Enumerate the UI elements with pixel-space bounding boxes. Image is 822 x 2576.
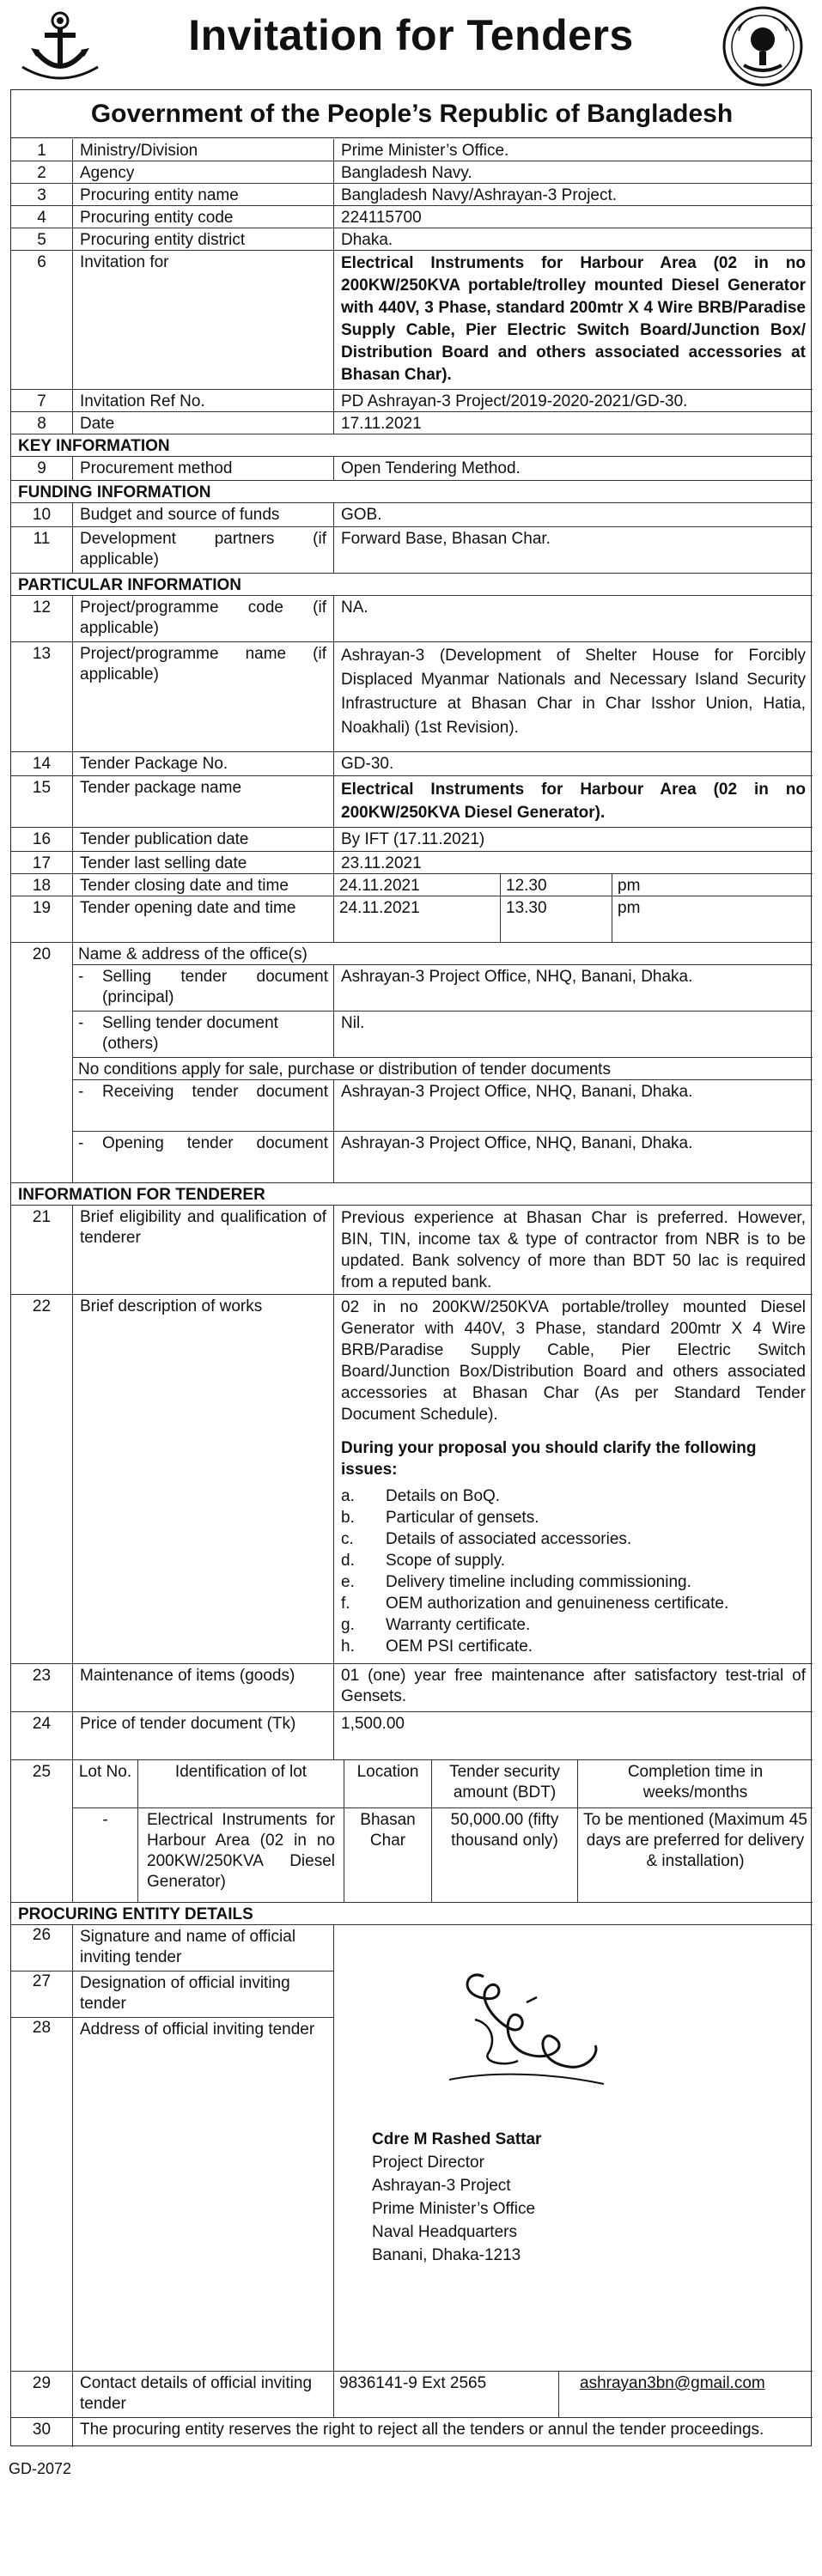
issue-text: Particular of gensets. — [386, 1509, 539, 1527]
table-row — [11, 390, 813, 412]
lot-header: Tender security amount (BDT) — [432, 1760, 578, 1807]
row-number: 12 — [11, 596, 73, 641]
row-number: 18 — [11, 874, 73, 896]
row-number: 30 — [11, 2418, 73, 2447]
row-value: Bangladesh Navy/Ashrayan-3 Project. — [341, 186, 618, 204]
row-number: 27 — [11, 1971, 73, 2017]
table-row — [11, 596, 813, 642]
row-value: Ashrayan-3 (Development of Shelter House for Forcibly Displaced Myanmar Nationals and Necessary Island Security Infrastructure at Bhasan Char in Char Isshor Union, Hatia, Noakhali) (1st Revision). — [341, 647, 806, 737]
row-number: 8 — [11, 412, 73, 434]
row-label: Brief description of works — [73, 1295, 334, 1663]
section-heading: PARTICULAR INFORMATION — [11, 574, 813, 596]
office-label-text: Selling tender document (others) — [102, 1014, 278, 1053]
table-row — [11, 161, 813, 184]
table-row — [11, 943, 813, 1183]
table-row — [11, 228, 813, 251]
issue-item — [341, 1636, 806, 1657]
issue-key: d. — [341, 1552, 355, 1570]
office-label-text: Opening tender document — [102, 1134, 328, 1152]
row-value: The procuring entity reserves the right to reject all the tenders or annul the tender proceedings. — [80, 2421, 764, 2439]
row-label: Ministry/Division — [73, 139, 334, 161]
row-label: Procuring entity district — [73, 228, 334, 250]
row-number: 13 — [11, 642, 73, 751]
table-row — [11, 2372, 813, 2418]
row-label: Maintenance of items (goods) — [73, 1664, 334, 1711]
lot-header: Location — [344, 1760, 432, 1807]
row-number: 19 — [11, 896, 73, 942]
table-row — [11, 251, 813, 390]
row-label: Tender opening date and time — [73, 896, 334, 942]
dash-marker: - — [78, 1083, 84, 1101]
row-value: PD Ashrayan-3 Project/2019-2020-2021/GD-30. — [341, 392, 688, 410]
issue-text: OEM PSI certificate. — [386, 1637, 533, 1656]
row-label: Procuring entity name — [73, 184, 334, 205]
section-heading: PROCURING ENTITY DETAILS — [11, 1903, 813, 1925]
issue-item — [341, 1614, 806, 1636]
lot-table — [11, 1760, 813, 1903]
issue-item — [341, 1528, 806, 1550]
row-value: 23.11.2021 — [341, 854, 422, 872]
row-number: 16 — [11, 828, 73, 851]
row-value: By IFT (17.11.2021) — [341, 830, 485, 848]
row-value: Electrical Instruments for Harbour Area (02 in no 200KW/250KVA portable/trolley mounted Diesel Generator with 440V, 3 Phase, standard 200mtr X 4 Wire BRB/Paradise Supply Cable, Pier Electric Switch Board/Junction Box/ Distribution Board and others associated accessories at Bhasan Char). — [341, 254, 806, 384]
table-row — [11, 1925, 334, 1971]
notice-header — [0, 0, 822, 89]
issue-item — [341, 1485, 806, 1507]
office-value: Nil. — [341, 1014, 365, 1032]
row-number: 29 — [11, 2372, 73, 2417]
row-number: 6 — [11, 251, 73, 389]
row-number: 21 — [11, 1206, 73, 1294]
row-label: Invitation Ref No. — [73, 390, 334, 411]
issue-text: Scope of supply. — [386, 1552, 506, 1570]
row-label: Tender publication date — [73, 828, 334, 851]
issue-text: Details on BoQ. — [386, 1487, 501, 1505]
official-line: Project Director — [372, 2154, 484, 2172]
row-number: 25 — [11, 1760, 73, 1902]
opening-time: 13.30 — [501, 896, 612, 942]
row-value: NA. — [341, 598, 368, 617]
issue-key: a. — [341, 1487, 355, 1505]
issue-key: b. — [341, 1509, 355, 1527]
row-number: 10 — [11, 503, 73, 526]
official-block — [11, 1925, 813, 2372]
issue-item — [341, 1507, 806, 1528]
row-value: 17.11.2021 — [341, 415, 422, 433]
works-description — [334, 1295, 813, 1663]
row-value: 01 (one) year free maintenance after satisfactory test-trial of Gensets. — [341, 1667, 806, 1705]
table-row — [11, 1971, 334, 2018]
government-seal-icon — [722, 5, 804, 88]
row-number: 17 — [11, 852, 73, 873]
row-value: 224115700 — [341, 209, 422, 227]
official-name: Cdre M Rashed Sattar — [372, 2130, 542, 2148]
official-line: Naval Headquarters — [372, 2223, 517, 2241]
row-number: 26 — [11, 1925, 73, 1971]
gd-reference: GD-2072 — [9, 2460, 72, 2477]
tender-table — [10, 89, 812, 2446]
row-label: Procuring entity code — [73, 206, 334, 228]
office-row — [73, 1012, 813, 1058]
lot-header-row — [73, 1760, 813, 1808]
issue-item — [341, 1593, 806, 1614]
lot-cell: Electrical Instruments for Harbour Area (02 in no 200KW/250KVA Diesel Generator) — [138, 1808, 344, 1903]
dash-marker: - — [78, 1134, 84, 1152]
official-line: Ashrayan-3 Project — [372, 2177, 511, 2195]
footer — [0, 2450, 822, 2576]
office-row — [73, 1132, 813, 1183]
office-row — [73, 965, 813, 1012]
row-number: 7 — [11, 390, 73, 411]
office-value: Ashrayan-3 Project Office, NHQ, Banani, Dhaka. — [341, 1134, 693, 1152]
office-label-text: Selling tender document (principal) — [102, 968, 328, 1006]
closing-date: 24.11.2021 — [334, 874, 501, 896]
issue-item — [341, 1550, 806, 1571]
offices-heading: Name & address of the office(s) — [78, 945, 307, 963]
row-number: 3 — [11, 184, 73, 205]
opening-date: 24.11.2021 — [334, 896, 501, 942]
lot-cell: - — [73, 1808, 138, 1903]
issue-text: Delivery timeline including commissioning. — [386, 1573, 691, 1591]
row-number: 20 — [11, 943, 73, 1182]
row-label: Contact details of official inviting tender — [73, 2372, 334, 2417]
issue-key: h. — [341, 1637, 355, 1656]
office-row — [73, 1080, 813, 1132]
row-value: 1,500.00 — [341, 1715, 405, 1733]
table-row — [11, 184, 813, 206]
row-number: 23 — [11, 1664, 73, 1711]
row-number: 4 — [11, 206, 73, 228]
row-label: Price of tender document (Tk) — [73, 1712, 334, 1759]
issue-key: f. — [341, 1595, 350, 1613]
government-heading: Government of the People’s Republic of Bangladesh — [11, 90, 813, 138]
row-label: Designation of official inviting tender — [73, 1971, 334, 2017]
issue-text: Details of associated accessories. — [386, 1530, 632, 1548]
row-value: Bangladesh Navy. — [341, 164, 472, 182]
email-link[interactable]: ashrayan3bn@gmail.com — [580, 2374, 765, 2392]
row-label: Budget and source of funds — [73, 503, 334, 526]
lot-cell: Bhasan Char — [344, 1808, 432, 1903]
table-row — [11, 457, 813, 481]
row-number: 1 — [11, 139, 73, 161]
lot-cell: 50,000.00 (fifty thousand only) — [432, 1808, 578, 1903]
table-row — [11, 896, 813, 943]
table-row — [11, 752, 813, 776]
row-label: Address of official inviting tender — [73, 2018, 334, 2372]
no-conditions-text: No conditions apply for sale, purchase or distribution of tender documents — [78, 1060, 611, 1078]
row-number: 28 — [11, 2018, 73, 2372]
row-number: 9 — [11, 457, 73, 480]
office-label — [73, 965, 334, 1011]
table-row — [11, 1712, 813, 1760]
dash-marker: - — [78, 968, 84, 986]
table-row — [11, 527, 813, 574]
table-row — [11, 874, 813, 896]
row-value: Open Tendering Method. — [341, 459, 521, 477]
row-value: Dhaka. — [341, 231, 393, 249]
contact-email[interactable] — [559, 2372, 813, 2417]
table-row — [11, 503, 813, 527]
row-label: Project/programme code (if applicable) — [73, 596, 334, 641]
section-heading: KEY INFORMATION — [11, 434, 813, 457]
issues-list — [341, 1485, 806, 1657]
section-heading: FUNDING INFORMATION — [11, 481, 813, 503]
row-value: GD-30. — [341, 755, 394, 773]
row-number: 15 — [11, 776, 73, 827]
opening-ampm: pm — [618, 899, 641, 917]
table-row — [11, 139, 813, 161]
official-line: Banani, Dhaka-1213 — [372, 2246, 521, 2264]
row-label: Signature and name of official inviting tender — [73, 1925, 334, 1971]
clarify-heading: During your proposal you should clarify the following issues: — [341, 1439, 757, 1479]
official-line: Prime Minister’s Office — [372, 2200, 536, 2218]
table-row — [11, 828, 813, 852]
table-row — [11, 852, 813, 874]
office-label — [73, 1080, 334, 1131]
dash-marker: - — [78, 1014, 84, 1032]
row-label: Tender closing date and time — [73, 874, 334, 896]
issue-text: OEM authorization and genuineness certificate. — [386, 1595, 729, 1613]
row-value: Electrical Instruments for Harbour Area (02 in no 200KW/250KVA Diesel Generator). — [341, 781, 806, 822]
row-value: Previous experience at Bhasan Char is preferred. However, BIN, TIN, income tax & type of contractor from NBR is to be updated. Bank solvency of more than BDT 50 lac is required from a reputed bank. — [341, 1209, 806, 1291]
signature-icon — [423, 1959, 621, 2097]
row-label: Date — [73, 412, 334, 434]
issue-key: c. — [341, 1530, 354, 1548]
offices-heading-row — [73, 943, 813, 965]
table-row — [11, 776, 813, 828]
office-label — [73, 1012, 334, 1057]
row-label: Invitation for — [73, 251, 334, 389]
lot-header: Completion time in weeks/months — [627, 1763, 764, 1801]
closing-ampm: pm — [618, 877, 641, 895]
row-number: 14 — [11, 752, 73, 775]
table-row — [11, 2018, 334, 2372]
row-number: 5 — [11, 228, 73, 250]
table-row — [11, 412, 813, 434]
row-label: Tender last selling date — [73, 852, 334, 873]
table-row — [11, 642, 813, 752]
table-row — [11, 1206, 813, 1295]
row-value: Prime Minister’s Office. — [341, 142, 509, 160]
office-value: Ashrayan-3 Project Office, NHQ, Banani, Dhaka. — [341, 1083, 693, 1101]
row-number: 24 — [11, 1712, 73, 1759]
row-label: Brief eligibility and qualification of tenderer — [73, 1206, 334, 1294]
office-value: Ashrayan-3 Project Office, NHQ, Banani, Dhaka. — [341, 968, 693, 986]
section-heading: INFORMATION FOR TENDERER — [11, 1183, 813, 1206]
notice-title: Invitation for Tenders — [188, 11, 634, 59]
works-text: 02 in no 200KW/250KVA portable/trolley mounted Diesel Generator with 440V, 3 Phase, standard 200mtr X 4 Wire BRB/Paradise Supply Cable, Pier Electric Switch Board/Junction Box/Distribution Board and others associated accessories at Bhasan Char (As per Standard Tender Document Schedule). — [341, 1298, 806, 1424]
row-value: Forward Base, Bhasan Char. — [341, 530, 551, 548]
office-label-text: Receiving tender document — [102, 1083, 328, 1101]
table-row — [11, 1664, 813, 1712]
row-label: Tender package name — [73, 776, 334, 827]
office-label — [73, 1132, 334, 1183]
contact-phone: 9836141-9 Ext 2565 — [334, 2372, 559, 2417]
lot-data-row — [73, 1808, 813, 1903]
table-row — [11, 1295, 813, 1664]
row-number: 22 — [11, 1295, 73, 1663]
lot-cell: To be mentioned (Maximum 45 days are preferred for delivery & installation) — [583, 1811, 807, 1870]
row-label: Project/programme name (if applicable) — [73, 642, 334, 751]
row-label: Development partners (if applicable) — [73, 527, 334, 573]
lot-header: Lot No. — [73, 1760, 138, 1807]
table-row — [11, 2418, 813, 2447]
row-label: Agency — [73, 161, 334, 183]
closing-time: 12.30 — [501, 874, 612, 896]
row-number: 2 — [11, 161, 73, 183]
issue-text: Warranty certificate. — [386, 1616, 531, 1634]
official-details — [372, 2128, 801, 2267]
row-label: Procurement method — [73, 457, 334, 480]
issue-key: e. — [341, 1573, 355, 1591]
issue-key: g. — [341, 1616, 355, 1634]
lot-header: Identification of lot — [138, 1760, 344, 1807]
row-number: 11 — [11, 527, 73, 573]
issue-item — [341, 1571, 806, 1593]
table-row — [11, 206, 813, 228]
row-value: GOB. — [341, 506, 382, 524]
no-conditions-row — [73, 1058, 813, 1080]
row-label: Tender Package No. — [73, 752, 334, 775]
